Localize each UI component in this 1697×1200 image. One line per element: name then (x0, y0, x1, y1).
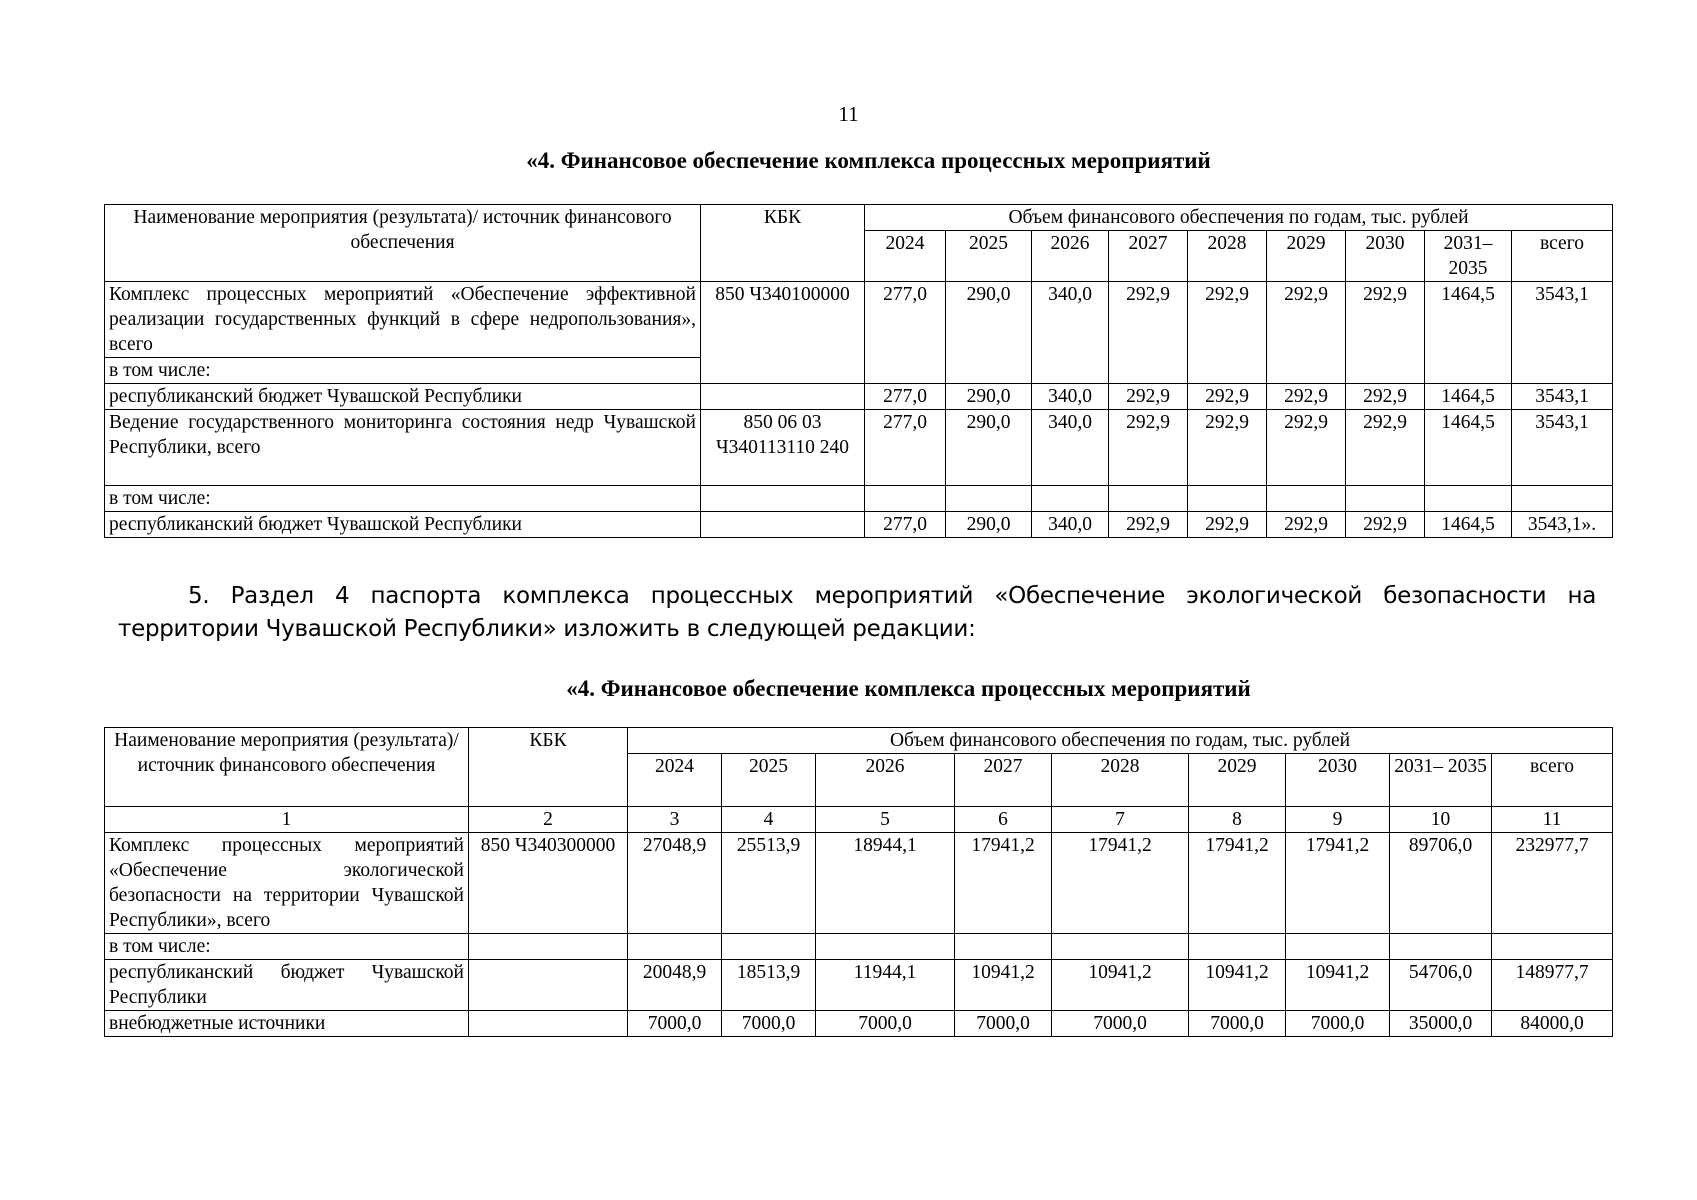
section-title-2 (0, 676, 1697, 702)
row-value: 18944,1 (816, 833, 955, 934)
table-row (105, 410, 1613, 486)
header-year: 2025 (722, 754, 816, 807)
row-value: 290,0 (946, 512, 1032, 538)
header-year: всего (1512, 231, 1613, 282)
column-number: 6 (955, 807, 1052, 833)
row-value (722, 934, 816, 960)
row-value: 7000,0 (1189, 1011, 1286, 1037)
financing-table-2 (104, 727, 1613, 1037)
header-year: 2024 (628, 754, 722, 807)
row-value (1267, 486, 1346, 512)
row-value: 7000,0 (1286, 1011, 1390, 1037)
row-value: 292,9 (1346, 512, 1425, 538)
row-value: 84000,0 (1492, 1011, 1613, 1037)
header-name: Наименование мероприятия (результата)/источник финансового обеспечения (105, 728, 469, 807)
row-value: 3543,1 (1512, 384, 1613, 410)
header-year: 2029 (1267, 231, 1346, 282)
row-value: 292,9 (1346, 410, 1425, 486)
row-value: 232977,7 (1492, 833, 1613, 934)
financing-table-1 (104, 204, 1613, 538)
row-value: 292,9 (1188, 512, 1267, 538)
row-value (1032, 486, 1109, 512)
column-number: 5 (816, 807, 955, 833)
header-year: 2025 (946, 231, 1032, 282)
row-value: 292,9 (1346, 384, 1425, 410)
table-row (105, 960, 1613, 1011)
row-value: 340,0 (1032, 384, 1109, 410)
header-year: 2024 (865, 231, 946, 282)
row-value: 1464,5 (1425, 282, 1512, 384)
row-value (816, 934, 955, 960)
row-value: 7000,0 (722, 1011, 816, 1037)
row-value: 292,9 (1109, 282, 1188, 384)
row-value: 10941,2 (1189, 960, 1286, 1011)
column-number: 2 (469, 807, 628, 833)
table-row (105, 384, 1613, 410)
row-value: 292,9 (1188, 282, 1267, 384)
header-year: 2028 (1188, 231, 1267, 282)
row-name: Комплекс процессных мероприятий «Обеспечение экологической безопасности на территории Чувашской Республики», всего (105, 833, 469, 934)
row-kbk (469, 934, 628, 960)
column-number: 9 (1286, 807, 1390, 833)
row-value: 292,9 (1109, 384, 1188, 410)
table-row (105, 282, 1613, 358)
row-value: 340,0 (1032, 410, 1109, 486)
row-name: внебюджетные источники (105, 1011, 469, 1037)
row-value: 277,0 (865, 384, 946, 410)
row-value: 7000,0 (628, 1011, 722, 1037)
row-kbk (701, 512, 865, 538)
row-value (946, 486, 1032, 512)
row-value: 10941,2 (1286, 960, 1390, 1011)
column-number-row (105, 807, 1613, 833)
row-value: 290,0 (946, 410, 1032, 486)
row-value: 3543,1 (1512, 282, 1613, 384)
row-value: 25513,9 (722, 833, 816, 934)
column-number: 11 (1492, 807, 1613, 833)
row-kbk: 850 06 03 Ч340113110 240 (701, 410, 865, 486)
header-volume: Объем финансового обеспечения по годам, тыс. рублей (628, 728, 1613, 754)
row-value: 10941,2 (1052, 960, 1189, 1011)
row-value: 292,9 (1109, 512, 1188, 538)
header-year: 2031– 2035 (1425, 231, 1512, 282)
column-number: 3 (628, 807, 722, 833)
row-value: 1464,5 (1425, 410, 1512, 486)
table-row (105, 512, 1613, 538)
row-value: 89706,0 (1390, 833, 1492, 934)
row-value (1286, 934, 1390, 960)
table-row (105, 1011, 1613, 1037)
header-year: 2029 (1189, 754, 1286, 807)
header-year: 2030 (1286, 754, 1390, 807)
column-number: 4 (722, 807, 816, 833)
row-value: 7000,0 (955, 1011, 1052, 1037)
row-value: 7000,0 (816, 1011, 955, 1037)
row-value: 340,0 (1032, 282, 1109, 384)
row-name: Комплекс процессных мероприятий «Обеспечение эффективной реализации государственных функций в сфере недропользования», всего (105, 282, 701, 358)
row-value (955, 934, 1052, 960)
row-value (1512, 486, 1613, 512)
row-value: 7000,0 (1052, 1011, 1189, 1037)
row-value: 292,9 (1267, 410, 1346, 486)
row-value (1189, 934, 1286, 960)
row-name: в том числе: (105, 358, 701, 384)
row-name: в том числе: (105, 934, 469, 960)
row-name: в том числе: (105, 486, 701, 512)
row-value (1425, 486, 1512, 512)
row-kbk (469, 1011, 628, 1037)
row-value (1188, 486, 1267, 512)
row-value: 292,9 (1346, 282, 1425, 384)
row-value: 35000,0 (1390, 1011, 1492, 1037)
row-value (628, 934, 722, 960)
table-row (105, 486, 1613, 512)
row-value: 18513,9 (722, 960, 816, 1011)
column-number: 1 (105, 807, 469, 833)
row-value (1109, 486, 1188, 512)
row-value: 3543,1». (1512, 512, 1613, 538)
row-value: 292,9 (1188, 410, 1267, 486)
row-value: 1464,5 (1425, 384, 1512, 410)
row-value (1346, 486, 1425, 512)
row-value: 277,0 (865, 512, 946, 538)
row-name: республиканский бюджет Чувашской Республики (105, 512, 701, 538)
row-kbk: 850 Ч340300000 (469, 833, 628, 934)
row-value: 10941,2 (955, 960, 1052, 1011)
row-value: 54706,0 (1390, 960, 1492, 1011)
column-number: 7 (1052, 807, 1189, 833)
page-number: 11 (838, 102, 859, 126)
row-value (1492, 934, 1613, 960)
column-number: 10 (1390, 807, 1492, 833)
row-value: 292,9 (1267, 512, 1346, 538)
row-value: 292,9 (1188, 384, 1267, 410)
row-value: 27048,9 (628, 833, 722, 934)
row-value: 292,9 (1109, 410, 1188, 486)
row-value: 1464,5 (1425, 512, 1512, 538)
row-value: 3543,1 (1512, 410, 1613, 486)
column-number: 8 (1189, 807, 1286, 833)
row-value: 290,0 (946, 384, 1032, 410)
header-year: всего (1492, 754, 1613, 807)
row-kbk (701, 384, 865, 410)
header-year: 2027 (1109, 231, 1188, 282)
row-kbk (469, 960, 628, 1011)
row-value (1052, 934, 1189, 960)
row-value: 17941,2 (955, 833, 1052, 934)
row-value: 340,0 (1032, 512, 1109, 538)
row-value: 277,0 (865, 282, 946, 384)
header-year: 2027 (955, 754, 1052, 807)
header-year: 2028 (1052, 754, 1189, 807)
header-year: 2026 (1032, 231, 1109, 282)
row-value: 277,0 (865, 410, 946, 486)
header-volume: Объем финансового обеспечения по годам, тыс. рублей (865, 205, 1613, 231)
row-name: Ведение государственного мониторинга состояния недр Чувашской Республики, всего (105, 410, 701, 486)
row-value: 148977,7 (1492, 960, 1613, 1011)
row-value: 17941,2 (1286, 833, 1390, 934)
header-kbk: КБК (469, 728, 628, 807)
section-title-1 (0, 148, 1697, 174)
row-name: республиканский бюджет Чувашской Республики (105, 960, 469, 1011)
row-value: 20048,9 (628, 960, 722, 1011)
row-value: 11944,1 (816, 960, 955, 1011)
header-name: Наименование мероприятия (результата)/ источник финансового обеспечения (105, 205, 701, 282)
header-year: 2026 (816, 754, 955, 807)
section-title-2-text: «4. Финансовое обеспечение комплекса процессных мероприятий (566, 676, 1251, 701)
row-value: 290,0 (946, 282, 1032, 384)
section-title-1-text: «4. Финансовое обеспечение комплекса процессных мероприятий (526, 148, 1211, 173)
row-value: 292,9 (1267, 384, 1346, 410)
row-value: 17941,2 (1052, 833, 1189, 934)
row-kbk: 850 Ч340100000 (701, 282, 865, 384)
row-value (1390, 934, 1492, 960)
row-value (865, 486, 946, 512)
table-row (105, 934, 1613, 960)
header-year: 2031– 2035 (1390, 754, 1492, 807)
row-value: 292,9 (1267, 282, 1346, 384)
header-year: 2030 (1346, 231, 1425, 282)
header-kbk: КБК (701, 205, 865, 282)
row-kbk (701, 486, 865, 512)
row-name: республиканский бюджет Чувашской Республики (105, 384, 701, 410)
table-row (105, 833, 1613, 934)
body-paragraph: 5. Раздел 4 паспорта комплекса процессных мероприятий «Обеспечение экологической безопасности на территории Чувашской Республики» изложить в следующей редакции: (118, 583, 1596, 642)
row-value: 17941,2 (1189, 833, 1286, 934)
